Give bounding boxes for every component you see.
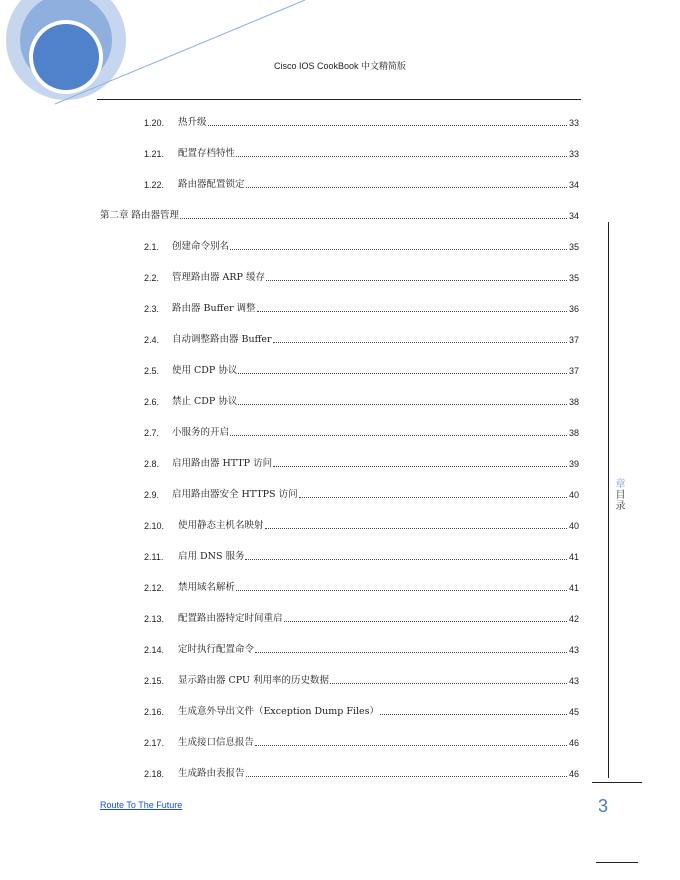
toc-entry-number: 1.22. bbox=[144, 180, 165, 190]
toc-entry-title: 配置路由器特定时间重启 bbox=[178, 613, 283, 624]
toc-entry[interactable] bbox=[144, 115, 579, 129]
toc-entry-title: 启用路由器 HTTP 访问 bbox=[172, 458, 273, 469]
toc-entry[interactable] bbox=[144, 394, 579, 408]
toc-entry-page: 37 bbox=[568, 366, 579, 376]
toc-entry-title: 生成路由表报告 bbox=[178, 768, 245, 779]
toc-entry-number: 2.5. bbox=[144, 366, 160, 376]
toc-entry-leader bbox=[238, 404, 567, 405]
toc-entry-title: 路由器配置锁定 bbox=[178, 179, 245, 190]
toc-entry-leader bbox=[299, 497, 567, 498]
toc-entry-number: 1.21. bbox=[144, 149, 165, 159]
toc-entry-number: 2.9. bbox=[144, 490, 160, 500]
toc-entry-page: 38 bbox=[568, 397, 579, 407]
toc-entry[interactable] bbox=[144, 301, 579, 315]
bottom-divider bbox=[596, 862, 638, 863]
toc-entry-page: 43 bbox=[568, 676, 579, 686]
toc-entry-leader bbox=[246, 776, 567, 777]
toc-entry-page: 34 bbox=[568, 211, 579, 221]
toc-entry-leader bbox=[273, 342, 567, 343]
toc-entry-title: 小服务的开启 bbox=[172, 427, 230, 438]
toc-entry-leader bbox=[255, 745, 567, 746]
toc-entry[interactable] bbox=[144, 704, 579, 718]
toc-entry[interactable] bbox=[144, 766, 579, 780]
toc-entry-number: 2.6. bbox=[144, 397, 160, 407]
toc-entry-page: 38 bbox=[568, 428, 579, 438]
toc-entry[interactable] bbox=[144, 549, 579, 563]
toc-entry-page: 43 bbox=[568, 645, 579, 655]
toc-entry-leader bbox=[230, 249, 567, 250]
toc-entry-leader bbox=[236, 590, 567, 591]
toc-entry[interactable] bbox=[144, 673, 579, 687]
toc-entry[interactable] bbox=[144, 332, 579, 346]
footer-link[interactable]: Route To The Future bbox=[100, 800, 183, 810]
toc-entry-number: 2.10. bbox=[144, 521, 165, 531]
toc-entry[interactable] bbox=[144, 456, 579, 470]
toc-entry-page: 33 bbox=[568, 118, 579, 128]
toc-entry-number: 2.2. bbox=[144, 273, 160, 283]
toc-entry-title: 定时执行配置命令 bbox=[178, 644, 255, 655]
toc-entry-leader bbox=[380, 714, 567, 715]
toc-entry-title: 热升级 bbox=[178, 117, 207, 128]
toc-entry-title: 路由器 Buffer 调整 bbox=[172, 303, 256, 314]
toc-entry-leader bbox=[273, 466, 567, 467]
toc-entry-page: 45 bbox=[568, 707, 579, 717]
toc-entry-page: 46 bbox=[568, 769, 579, 779]
toc-entry-leader bbox=[238, 373, 567, 374]
toc-entry-title: 显示路由器 CPU 利用率的历史数据 bbox=[178, 675, 330, 686]
toc-entry-leader bbox=[236, 156, 567, 157]
toc-entry-leader bbox=[180, 218, 567, 219]
toc-entry-title: 使用静态主机名映射 bbox=[178, 520, 264, 531]
toc-entry-number: 2.18. bbox=[144, 769, 165, 779]
toc-entry-number: 2.8. bbox=[144, 459, 160, 469]
toc-entry-page: 46 bbox=[568, 738, 579, 748]
toc-entry-leader bbox=[284, 621, 567, 622]
toc-entry-title: 启用 DNS 服务 bbox=[178, 551, 245, 562]
toc-entry-title: 禁止 CDP 协议 bbox=[172, 396, 238, 407]
toc-entry-page: 41 bbox=[568, 552, 579, 562]
toc-entry[interactable] bbox=[144, 642, 579, 656]
toc-entry[interactable] bbox=[144, 487, 579, 501]
toc-entry-leader bbox=[208, 125, 567, 126]
toc-entry-number: 2.1. bbox=[144, 242, 160, 252]
toc-entry-title: 第二章 路由器管理 bbox=[100, 210, 180, 221]
toc-entry-number: 2.13. bbox=[144, 614, 165, 624]
toc-entry[interactable] bbox=[144, 177, 579, 191]
side-chapter-mark: 章 bbox=[613, 478, 624, 489]
side-divider bbox=[608, 222, 609, 778]
toc-entry-leader bbox=[246, 187, 567, 188]
toc-entry-leader bbox=[230, 435, 567, 436]
toc-entry-leader bbox=[257, 311, 567, 312]
toc-entry-number: 2.11. bbox=[144, 552, 164, 562]
toc-entry-number: 2.12. bbox=[144, 583, 165, 593]
toc-entry-page: 41 bbox=[568, 583, 579, 593]
toc-entry-page: 36 bbox=[568, 304, 579, 314]
toc-entry[interactable] bbox=[144, 518, 579, 532]
toc-entry-title: 创建命令别名 bbox=[172, 241, 230, 252]
toc-entry[interactable] bbox=[144, 270, 579, 284]
toc-entry[interactable] bbox=[144, 239, 579, 253]
toc-entry-number: 2.15. bbox=[144, 676, 165, 686]
toc-entry[interactable] bbox=[144, 146, 579, 160]
toc-entry-page: 34 bbox=[568, 180, 579, 190]
toc-entry-page: 39 bbox=[568, 459, 579, 469]
toc-entry-title: 自动调整路由器 Buffer bbox=[172, 334, 272, 345]
toc-entry-title: 使用 CDP 协议 bbox=[172, 365, 238, 376]
toc-entry-leader bbox=[265, 528, 567, 529]
toc-entry-number: 2.17. bbox=[144, 738, 165, 748]
toc-entry[interactable] bbox=[144, 580, 579, 594]
toc-entry[interactable] bbox=[144, 425, 579, 439]
toc-entry-page: 40 bbox=[568, 490, 579, 500]
toc-entry-number: 2.14. bbox=[144, 645, 165, 655]
footer-divider bbox=[592, 782, 642, 783]
toc-entry-page: 35 bbox=[568, 273, 579, 283]
toc-entry-leader bbox=[266, 280, 567, 281]
header-title: Cisco IOS CookBook 中文精简版 bbox=[273, 61, 407, 71]
toc-entry-number: 1.20. bbox=[144, 118, 165, 128]
toc-entry[interactable] bbox=[144, 363, 579, 377]
page-number: 3 bbox=[597, 796, 608, 816]
toc-entry-title: 启用路由器安全 HTTPS 访问 bbox=[172, 489, 298, 500]
side-label-text: 目录 bbox=[613, 489, 624, 511]
toc-entry-number: 2.16. bbox=[144, 707, 165, 717]
toc-entry-leader bbox=[255, 652, 567, 653]
toc-entry-title: 配置存档特性 bbox=[178, 148, 236, 159]
toc-entry-page: 37 bbox=[568, 335, 579, 345]
toc-entry[interactable] bbox=[144, 611, 579, 625]
toc-entry-page: 35 bbox=[568, 242, 579, 252]
toc-entry-number: 2.3. bbox=[144, 304, 160, 314]
toc-entry[interactable] bbox=[144, 735, 579, 749]
toc-entry-page: 33 bbox=[568, 149, 579, 159]
toc-entry-number: 2.4. bbox=[144, 335, 160, 345]
toc-entry-leader bbox=[245, 559, 567, 560]
toc-entry-page: 40 bbox=[568, 521, 579, 531]
toc-entry-page: 42 bbox=[568, 614, 579, 624]
side-chapter-label bbox=[612, 478, 626, 511]
toc-entry-title: 生成意外导出文件（Exception Dump Files） bbox=[178, 706, 380, 717]
toc-entry-title: 生成接口信息报告 bbox=[178, 737, 255, 748]
toc-entry[interactable] bbox=[100, 208, 579, 222]
toc-entry-leader bbox=[330, 683, 567, 684]
toc-entry-number: 2.7. bbox=[144, 428, 160, 438]
toc-entry-title: 管理路由器 ARP 缓存 bbox=[172, 272, 265, 283]
toc-entry-title: 禁用域名解析 bbox=[178, 582, 236, 593]
